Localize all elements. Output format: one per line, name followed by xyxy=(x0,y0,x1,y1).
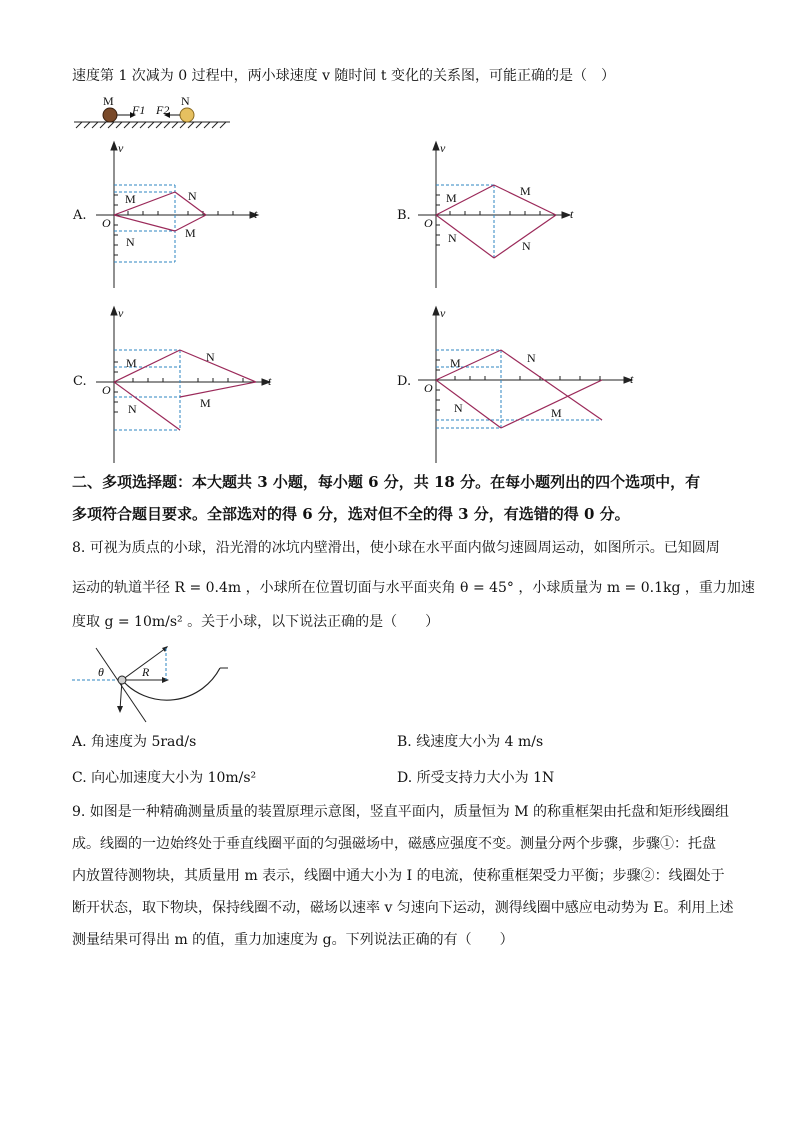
ball-n xyxy=(180,108,194,122)
q9-line1: 9. 如图是一种精确测量质量的装置原理示意图，竖直平面内，质量恒为 M 的称重框架由托盘和矩形线圈组 xyxy=(72,804,730,820)
q8-option-a: A. 角速度为 5rad/s xyxy=(72,734,197,750)
line-label: N xyxy=(126,235,135,249)
graph-d xyxy=(410,305,640,465)
intro-line: 速度第 1 次减为 0 过程中，两小球速度 v 随时间 t 变化的关系图，可能正确的是（ ） xyxy=(72,68,615,84)
line-label: N xyxy=(448,231,457,245)
q9-line3: 内放置待测物块，其质量用 m 表示，线圈中通大小为 I 的电流，使称重框架受力平衡；步骤②：线圈处于 xyxy=(72,868,725,884)
q8-figure xyxy=(70,640,235,725)
graph-a xyxy=(88,140,278,290)
line-label: M xyxy=(551,406,562,420)
option-d-label: D. xyxy=(397,374,412,389)
axis-v: v xyxy=(440,141,446,155)
line-label: M xyxy=(200,396,211,410)
line-label: M xyxy=(125,192,136,206)
radius-label: R xyxy=(142,665,150,679)
q8-line3: 度取 g = 10m/s² 。关于小球，以下说法正确的是（ ） xyxy=(72,614,440,630)
option-a-label: A. xyxy=(73,208,87,223)
option-b-label: B. xyxy=(397,208,411,223)
line-label: M xyxy=(126,356,137,370)
line-label: N xyxy=(206,350,215,364)
setup-figure xyxy=(70,94,240,134)
axis-v: v xyxy=(118,306,124,320)
label-n: N xyxy=(181,94,190,108)
line-label: N xyxy=(128,402,137,416)
label-f2: F2 xyxy=(156,103,170,117)
q8-line2: 运动的轨道半径 R = 0.4m ，小球所在位置切面与水平面夹角 θ = 45° ，小球质量为 m = 0.1kg ，重力加速 xyxy=(72,580,755,596)
graph-c xyxy=(88,305,278,465)
line-label: N xyxy=(454,401,463,415)
axis-t: t xyxy=(630,372,634,386)
origin: O xyxy=(424,216,433,230)
axis-v: v xyxy=(440,306,446,320)
axis-t: t xyxy=(268,374,272,388)
label-f1: F1 xyxy=(132,103,146,117)
axis-t: t xyxy=(254,207,258,221)
q8-option-b: B. 线速度大小为 4 m/s xyxy=(397,734,544,750)
line-label: M xyxy=(185,226,196,240)
line-label: M xyxy=(450,356,461,370)
label-m: M xyxy=(103,94,114,108)
ground-hatch xyxy=(74,122,230,128)
origin: O xyxy=(102,216,111,230)
line-label: M xyxy=(520,184,531,198)
theta-label: θ xyxy=(98,665,104,679)
q8-line1: 8. 可视为质点的小球，沿光滑的冰坑内壁滑出，使小球在水平面内做匀速圆周运动，如图所示。已知圆周 xyxy=(72,540,720,556)
axis-v: v xyxy=(118,141,124,155)
option-c-label: C. xyxy=(73,374,87,389)
q8-option-d: D. 所受支持力大小为 1N xyxy=(397,770,555,786)
line-label: M xyxy=(446,191,457,205)
section2-line2: 多项符合题目要求。全部选对的得 6 分，选对但不全的得 3 分，有选错的得 0 分。 xyxy=(72,505,630,523)
origin: O xyxy=(102,383,111,397)
origin: O xyxy=(424,381,433,395)
graph-b xyxy=(410,140,600,290)
line-label: N xyxy=(188,189,197,203)
axis-t: t xyxy=(570,207,574,221)
ball-m xyxy=(103,108,117,122)
line-label: N xyxy=(527,351,536,365)
line-label: N xyxy=(522,239,531,253)
q9-line2: 成。线圈的一边始终处于垂直线圈平面的匀强磁场中，磁感应强度不变。测量分两个步骤，步骤①：托盘 xyxy=(72,836,716,852)
q9-line4: 断开状态，取下物块，保持线圈不动，磁场以速率 v 匀速向下运动，测得线圈中感应电动势为 E。利用上述 xyxy=(72,900,734,916)
q8-option-c: C. 向心加速度大小为 10m/s² xyxy=(72,770,257,786)
q9-line5: 测量结果可得出 m 的值，重力加速度为 g。下列说法正确的有（ ） xyxy=(72,932,514,948)
section2-line1: 二、多项选择题：本大题共 3 小题，每小题 6 分，共 18 分。在每小题列出的四个选项中，有 xyxy=(72,473,701,491)
